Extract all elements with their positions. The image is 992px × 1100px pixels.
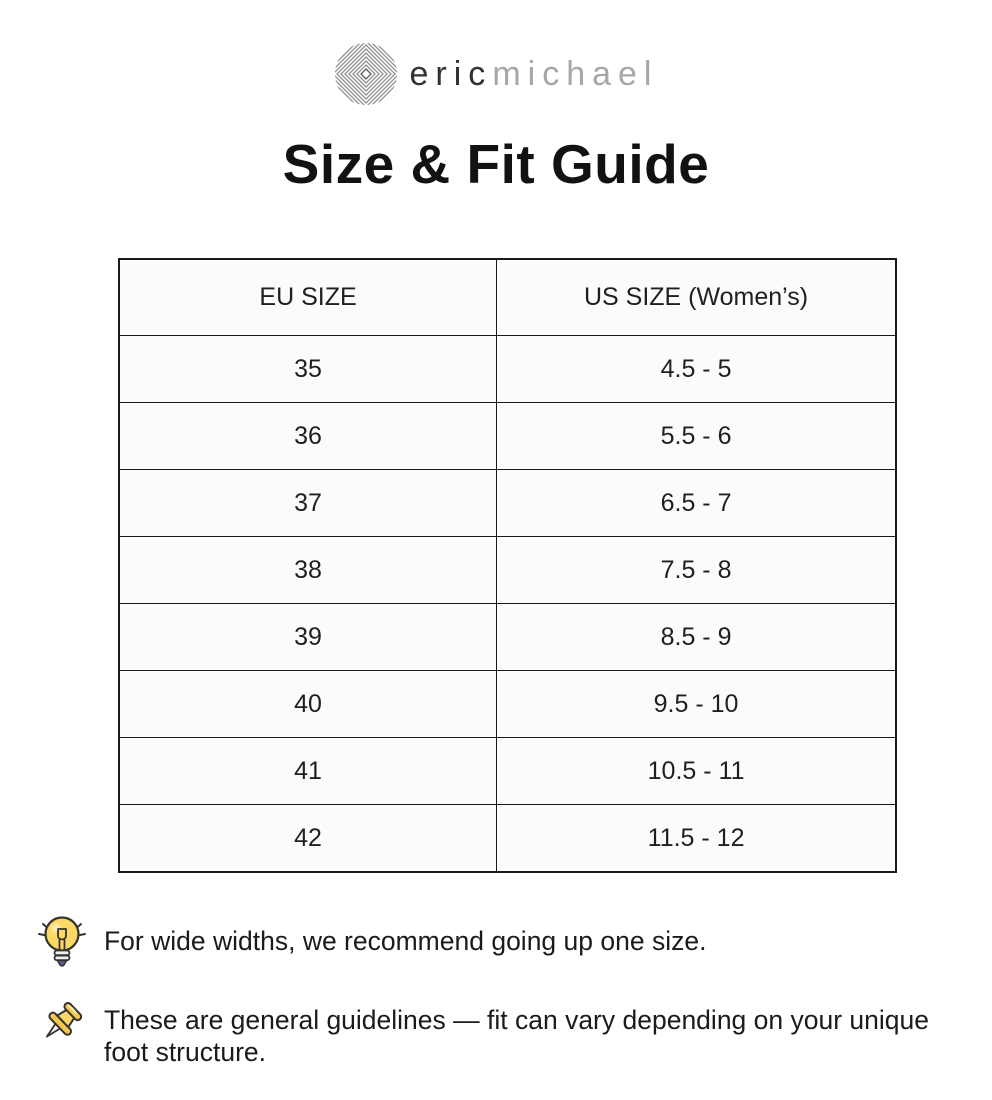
eu-size-cell: 40 (119, 671, 497, 738)
size-table-body (119, 336, 896, 873)
size-table (118, 258, 897, 873)
table-row (119, 403, 896, 470)
eu-size-cell: 41 (119, 738, 497, 805)
diamond-pattern-logo-icon (334, 42, 398, 106)
us-size-header: US SIZE (Women’s) (497, 259, 896, 336)
brand-logo (0, 0, 992, 106)
us-size-cell: 9.5 - 10 (497, 671, 896, 738)
table-row (119, 470, 896, 537)
table-row (119, 336, 896, 403)
table-row (119, 671, 896, 738)
eu-size-header: EU SIZE (119, 259, 497, 336)
brand-name-first: eric (409, 55, 493, 93)
us-size-cell: 5.5 - 6 (497, 403, 896, 470)
table-row (119, 805, 896, 873)
us-size-cell: 6.5 - 7 (497, 470, 896, 537)
lightbulb-icon (34, 912, 90, 970)
wide-width-note (34, 912, 964, 970)
table-header-row (119, 259, 896, 336)
size-table-container (118, 258, 897, 873)
us-size-cell: 4.5 - 5 (497, 336, 896, 403)
eu-size-cell: 38 (119, 537, 497, 604)
table-row (119, 537, 896, 604)
page-title: Size & Fit Guide (282, 133, 710, 195)
eu-size-cell: 37 (119, 470, 497, 537)
guidelines-note-text: These are general guidelines — fit can vary depending on your unique foot structure. (104, 1005, 929, 1068)
wide-width-note-text: For wide widths, we recommend going up one size. (104, 926, 707, 956)
us-size-cell: 10.5 - 11 (497, 738, 896, 805)
eu-size-cell: 39 (119, 604, 497, 671)
eu-size-cell: 42 (119, 805, 497, 873)
table-row (119, 738, 896, 805)
us-size-cell: 7.5 - 8 (497, 537, 896, 604)
brand-name-second: michael (492, 55, 659, 93)
us-size-cell: 11.5 - 12 (497, 805, 896, 873)
guidelines-note (34, 996, 964, 1069)
brand-name (410, 57, 659, 91)
eu-size-cell: 35 (119, 336, 497, 403)
us-size-cell: 8.5 - 9 (497, 604, 896, 671)
eu-size-cell: 36 (119, 403, 497, 470)
notes-section (34, 912, 964, 1069)
table-row (119, 604, 896, 671)
pushpin-icon (34, 996, 90, 1054)
